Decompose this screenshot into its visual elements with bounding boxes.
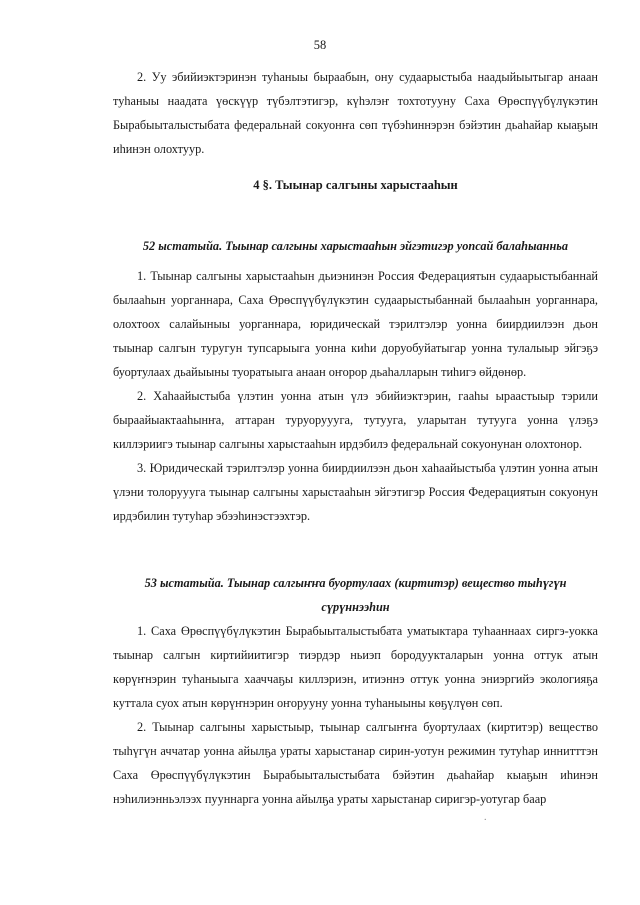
article-52-paragraph-3: 3. Юридическай тэрилтэлэр уонна биирдиилээн дьон хаhаайыстыба үлэтин уонна атын үлэни толоруууга тыынар салгыны харыстааhын эйгэтигэр Россия Федерациятын сокуонун ирдэбилин тутуhар эбээhинэстээхтэр. [113, 461, 598, 523]
article-53-title [113, 571, 598, 619]
article-53-title-line-1: 53 ыстатыйа. Тыынар салгыҥҥа буортулаах (киртитэр) вещество тыhүгүн [144, 576, 567, 590]
section-title: 4 §. Тыынар салгыны харыстааhын [253, 178, 458, 192]
article-52-title: 52 ыстатыйа. Тыынар салгыны харыстааhын эйгэтигэр уопсай балаhыанньа [142, 239, 569, 253]
article-53-title-line-2: сүрүннээhин [321, 600, 390, 614]
intro-paragraph: 2. Уу эбийиэктэринэн туhаныы быраабын, ону судаарыстыба наадыйыытыгар анаан туhаныы наадата үөскүүр түбэлтэтигэр, күhэлэҥ тохтотууну Саха Өрөспүүбүлүкэтин Бырабыыталыстыбата федеральнай сокуонҥа сөп түбэhиннэрэн бэйэтин дьаhайар кыаҕын иhинэн олохтуур. [113, 70, 598, 156]
stray-mark: . [484, 812, 487, 823]
article-52-paragraph-2: 2. Хаhаайыстыба үлэтин уонна атын үлэ эбийиэктэрин, гааhы ыраастыыр тэрили быраайыактааhынҥа, аттаран туруоруууга, тутууга, уларытан тутууга уонна үлэҕэ киллэриигэ тыынар салгыны харыстааhын ирдэбилэ федеральнай сокуонунан олохтонор. [113, 389, 598, 451]
article-53-paragraph-1: 1. Саха Өрөспүүбүлүкэтин Бырабыыталыстыбата уматыктара туhааннаах сиргэ-уокка тыынар салгын киртийиитигэр тиэрдэр ньиэп бородуукталарын уонна оттук атын көрүҥнэрин туhаныыга хааччаҕы киллэриэн, итиэннэ оттук уонна эниэргийэ экологияҕа куттала суох атын көрүҥнэрин оҥорууну уонна туhаныыны көҕүлүөн сөп. [113, 624, 598, 710]
intro-text [113, 65, 598, 161]
page-number: 58 [313, 38, 327, 52]
article-53-body [113, 619, 598, 811]
article-52-body [113, 264, 598, 528]
article-52-paragraph-1: 1. Тыынар салгыны харыстааhын дьиэнинэн Россия Федерациятын судаарыстыбаннай былааhын уорганнара, Саха Өрөспүүбүлүкэтин судаарыстыбаннай былааhын уорганнара, олохтоох салайыныы уорганнара, юридическай тэрилтэлэр уонна биирдиилээн дьон тыынар салгын туругун тупсарыыга уонна киhи доруобуйатыгар уонна тулалыыр эйгэҕэ буортулаах дьайыыны туоратыыга анаан оҥорор дьаhалларын тиhигэ өйдөнөр. [113, 269, 598, 379]
article-53-paragraph-2: 2. Тыынар салгыны харыстыыр, тыынар салгыҥҥа буортулаах (киртитэр) вещество тыhүгүн аччатар уонна айылҕа ураты харыстанар сирин-уотун режимин тутуhар иннитттэн Саха Өрөспүүбүлүкэтин Бырабыыталыстыбата бэйэтин дьаhайар кыаҕын иhинэн нэhилиэнньэлээх пууннарга уонна айылҕа ураты харыстанар сиригэр-уотугар баар [113, 720, 598, 806]
